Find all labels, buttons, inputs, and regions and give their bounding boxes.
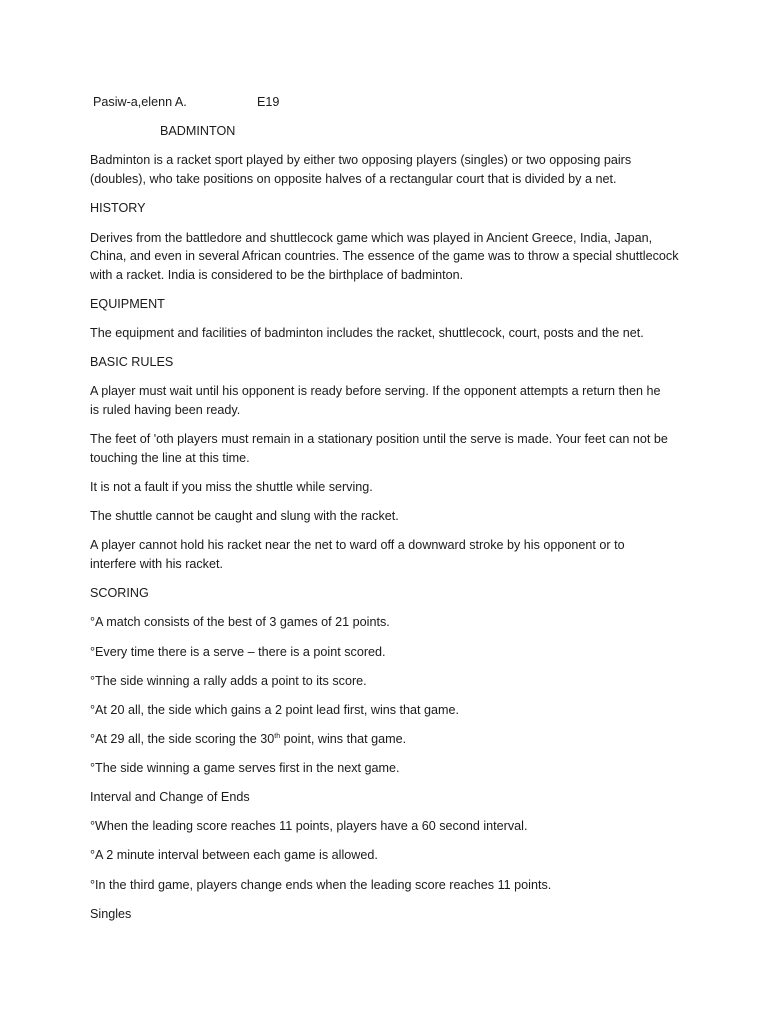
scoring-item-2: °Every time there is a serve – there is a point scored.: [90, 645, 386, 659]
scoring-item-5-end: point, wins that game.: [280, 732, 407, 746]
equipment-heading: EQUIPMENT: [90, 297, 165, 311]
rules-heading: BASIC RULES: [90, 355, 174, 369]
intro-line-2: (doubles), who take positions on opposite halves of a rectangular court that is divided by a net.: [90, 172, 617, 186]
rule-4: The shuttle cannot be caught and slung with the racket.: [90, 509, 399, 523]
ordinal-suffix: th: [274, 732, 281, 740]
rule-2-line-1: The feet of 'oth players must remain in a stationary position until the serve is made. Your feet can not be: [90, 432, 668, 446]
scoring-item-5: [90, 730, 406, 748]
interval-item-2: °A 2 minute interval between each game is allowed.: [90, 848, 378, 862]
document-title: BADMINTON: [160, 124, 236, 138]
singles-heading: Singles: [90, 907, 132, 921]
history-heading: HISTORY: [90, 201, 146, 215]
section-code: E19: [257, 95, 280, 109]
interval-heading: Interval and Change of Ends: [90, 790, 250, 804]
history-line-3: with a racket. India is considered to be the birthplace of badminton.: [90, 268, 464, 282]
interval-item-3: °In the third game, players change ends when the leading score reaches 11 points.: [90, 878, 552, 892]
intro-line-1: Badminton is a racket sport played by either two opposing players (singles) or two opposing pairs: [90, 153, 632, 167]
scoring-item-3: °The side winning a rally adds a point to its score.: [90, 674, 367, 688]
rule-2-line-2: touching the line at this time.: [90, 451, 250, 465]
scoring-item-4: °At 20 all, the side which gains a 2 point lead first, wins that game.: [90, 703, 460, 717]
history-line-1: Derives from the battledore and shuttlecock game which was played in Ancient Greece, India, Japan,: [90, 231, 653, 245]
scoring-item-6: °The side winning a game serves first in the next game.: [90, 761, 400, 775]
rule-3: It is not a fault if you miss the shuttle while serving.: [90, 480, 373, 494]
scoring-heading: SCORING: [90, 586, 149, 600]
rule-1-line-2: is ruled having been ready.: [90, 403, 241, 417]
rule-5-line-2: interfere with his racket.: [90, 557, 223, 571]
author-name: Pasiw-a,elenn A.: [93, 95, 187, 109]
scoring-item-1: °A match consists of the best of 3 games of 21 points.: [90, 615, 390, 629]
equipment-line-1: The equipment and facilities of badminton includes the racket, shuttlecock, court, posts and the net.: [90, 326, 644, 340]
scoring-item-5-start: °At 29 all, the side scoring the 30: [90, 732, 275, 746]
rule-5-line-1: A player cannot hold his racket near the net to ward off a downward stroke by his opponent or to: [90, 538, 625, 552]
rule-1-line-1: A player must wait until his opponent is ready before serving. If the opponent attempts a return then he: [90, 384, 661, 398]
history-line-2: China, and even in several African countries. The essence of the game was to throw a special shuttlecock: [90, 249, 679, 263]
interval-item-1: °When the leading score reaches 11 points, players have a 60 second interval.: [90, 819, 528, 833]
